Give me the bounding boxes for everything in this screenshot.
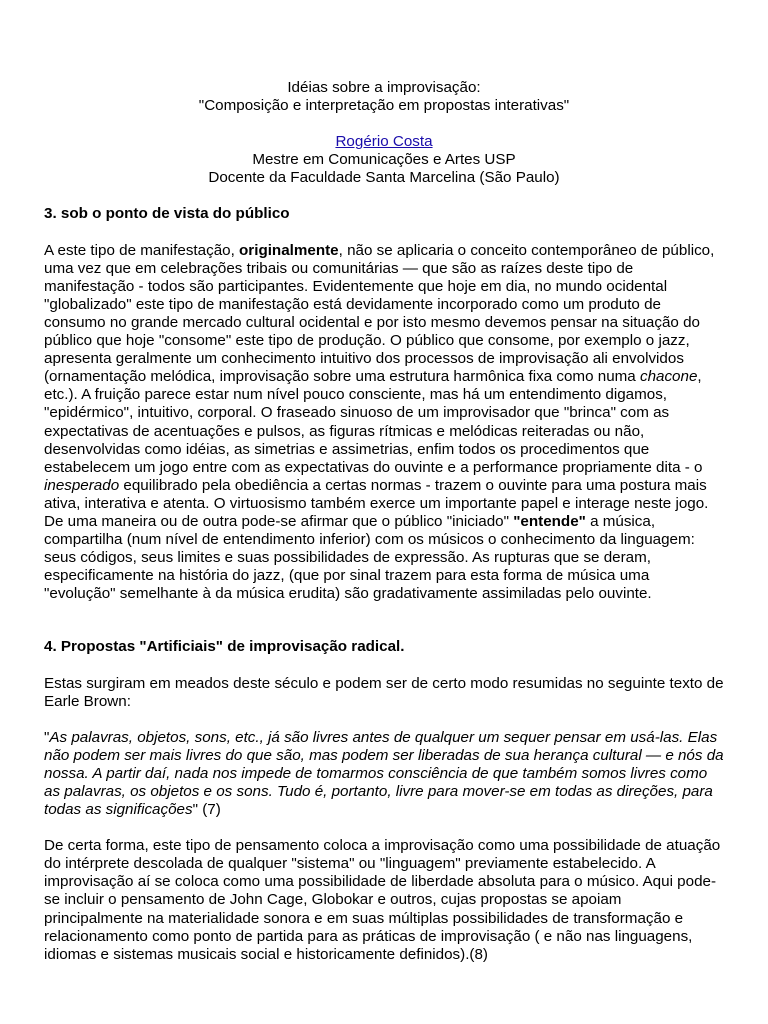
section-3-heading: 3. sob o ponto de vista do público	[44, 205, 290, 223]
title-line-1: Idéias sobre a improvisação:	[287, 79, 481, 96]
title-line-2: "Composição e interpretação em propostas interativas"	[198, 97, 570, 115]
text-run: equilibrado pela obediência a certas normas - trazem o ouvinte para uma postura mais ativa, interativa e atenta. O virtuosismo também exerce um importante papel e interage neste jogo. De uma maneira ou de outra pode-se afirmar que o público "iniciado"	[44, 476, 709, 530]
text-run: , etc.). A fruição parece estar num nível pouco consciente, mas há um entendimento digamos, "epidérmico", intuitivo, corporal. O fraseado sinuoso de um improvisador que "brinca" com as expectativas de acentuações e pulsos, as figuras rítmicas e melódicas reiteradas ou não, desenvolvidas como idéias, as simetrias e assimetrias, enfim todos os procedimentos que estabelecem um jogo entre com as expectativas do ouvinte e a performance propriamente dita - o	[44, 368, 703, 476]
italic-chacone: chacone	[639, 368, 698, 386]
section-4-paragraph: De certa forma, este tipo de pensamento coloca a improvisação como uma possibilidade de atuação do intérprete descolada de qualquer "sistema" ou "linguagem" previamente estabelecido. A improvisação aí se coloca como uma possibilidade de liberdade absoluta para o músico. Aqui pode-se incluir o pensamento de John Cage, Globokar e outros, cujas propostas se apoiam principalmente na materialidade sonora e em suas múltiplas possibilidades de transformação e relacionamento como ponto de partida para as práticas de improvisação ( e não nas linguagens, idiomas e sistemas musicais social e historicamente definidos).(8)	[44, 837, 721, 963]
author-affiliation: Docente da Faculdade Santa Marcelina (São Paulo)	[208, 169, 560, 187]
text-run: a música, compartilha (num nível de entendimento inferior) com os músicos o conhecimento da linguagem: seus códigos, seus limites e suas possibilidades de expressão. As rupturas que se deram, especificamente na história do jazz, (que por sinal trazem para esta forma de música uma "evolução" semelhante à da música erudita) são gradativamente assimiladas pelo ouvinte.	[44, 512, 695, 603]
section-3-paragraph	[44, 242, 724, 604]
text-run: A este tipo de manifestação,	[44, 241, 240, 259]
bold-entende: "entende"	[513, 512, 586, 530]
section-4-heading: 4. Propostas "Artificiais" de improvisação radical.	[44, 638, 405, 656]
author-role: Mestre em Comunicações e Artes USP	[252, 151, 516, 169]
italic-inesperado: inesperado	[44, 476, 120, 494]
bold-originalmente: originalmente	[239, 241, 339, 259]
author-line	[44, 133, 724, 151]
author-link[interactable]: Rogério Costa	[335, 133, 433, 151]
document-header	[44, 79, 724, 187]
text-run: , não se aplicaria o conceito contemporâneo de público, uma vez que em celebrações tribais ou comunitárias — que são as raízes deste tipo de manifestação - todos são participantes. Evidentemente que hoje em dia, no mundo ocidental "globalizado" este tipo de manifestação está devidamente incorporado como um produto de consumo no grande mercado cultural ocidental e por isto mesmo devemos pensar na situação do público que hoje "consome" este tipo de produção. O público que consome, por exemplo o jazz, apresenta geralmente um conhecimento intuitivo dos processos de improvisação ali envolvidos (ornamentação melódica, improvisação sobre uma estrutura harmônica fixa como numa	[44, 241, 715, 386]
earle-brown-quote	[44, 729, 724, 819]
quote-text: As palavras, objetos, sons, etc., já são livres antes de qualquer um sequer pensar em usá-las. Elas não podem ser mais livres do que são, mas podem ser liberadas de sua herança cultural — e nós da nossa. A partir daí, nada nos impede de tomarmos consciência de que também somos livres como as palavras, os objetos e os sons. Tudo é, portanto, livre para mover-se em todas as direções, para todas as significações	[44, 728, 724, 819]
quote-close: " (7)	[192, 801, 221, 819]
author-block	[44, 133, 724, 187]
quote-open: "	[44, 728, 50, 746]
section-4-intro-paragraph: Estas surgiram em meados deste século e podem ser de certo modo resumidas no seguinte texto de Earle Brown:	[44, 674, 724, 710]
